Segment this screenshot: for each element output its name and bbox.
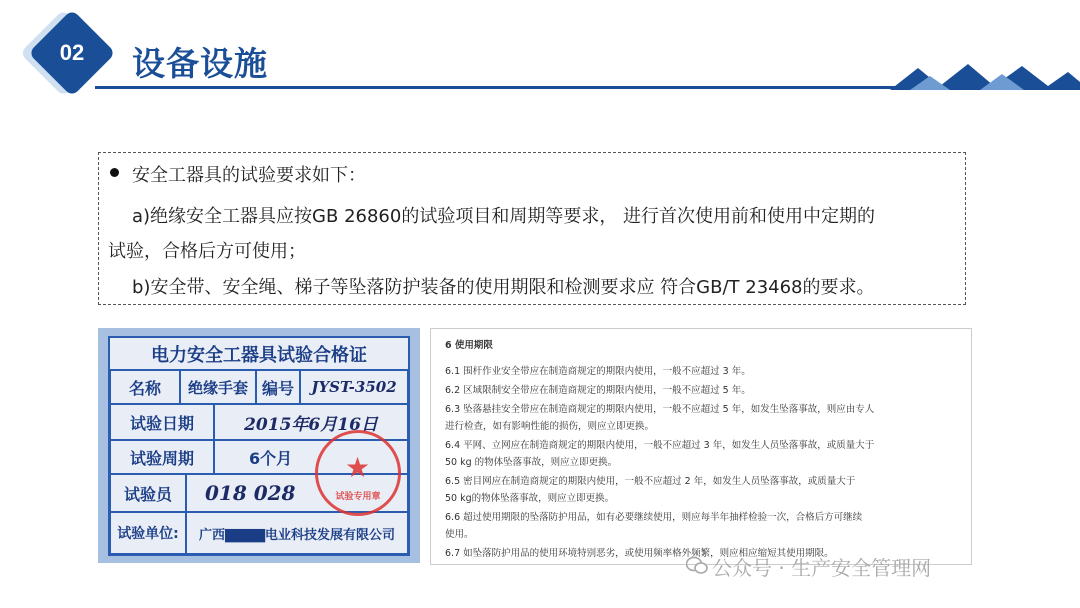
stamp-text: 试验专用章: [335, 492, 381, 502]
standard-excerpt: [430, 328, 972, 565]
unit-label: 试验单位:: [110, 512, 186, 554]
standard-section-heading: 6 使用期限: [445, 340, 493, 351]
standard-line: 6.5 密目网应在制造商规定的期限内使用，一般不应超过 2 年，如发生人员坠落事故，或质量大于: [445, 476, 856, 487]
page-title: 设备设施: [132, 44, 268, 83]
standard-line: 50 kg的物体坠落事故，则应立即更换。: [445, 493, 615, 504]
watermark-text: 公众号 · 生产安全管理网: [712, 556, 932, 580]
standard-line: 6.7 如坠落防护用品的使用环境特别恶劣，或使用频率格外频繁，则应相应缩短其使用期限。: [445, 548, 834, 559]
certificate-card: [108, 336, 410, 556]
standard-line: 6.6 超过使用期限的坠落防护用品，如有必要继续使用，则应每半年抽样检验一次，合格后方可继续: [445, 512, 863, 523]
period-label: 试验周期: [110, 440, 214, 474]
wechat-icon: [686, 556, 708, 576]
section-number: 02: [59, 40, 85, 65]
standard-line: 6.3 坠落悬挂安全带应在制造商规定的期限内使用，一般不应超过 5 年，如发生坠落事故，则应由专人: [445, 404, 875, 415]
requirement-a-line2: 试验，合格后方可使用；: [108, 241, 306, 262]
name-value: 绝缘手套: [180, 370, 256, 404]
requirements-heading: 安全工器具的试验要求如下：: [132, 165, 366, 186]
standard-line: 6.4 平网、立网应在制造商规定的期限内使用，一般不应超过 3 年，如发生人员坠落事故，或质量大于: [445, 440, 875, 451]
tester-value: 018 028: [186, 474, 408, 512]
standard-line: 6.2 区域限制安全带应在制造商规定的期限内使用，一般不应超过 5 年。: [445, 385, 751, 396]
bullet-icon: [110, 168, 119, 177]
standard-line: 6.1 围杆作业安全带应在制造商规定的期限内使用，一般不应超过 3 年。: [445, 366, 751, 377]
name-label: 名称: [110, 370, 180, 404]
date-value: 2015年6月16日: [214, 404, 408, 440]
wave-decoration-icon: [890, 60, 1080, 90]
certificate-title: 电力安全工器具试验合格证: [110, 338, 408, 370]
requirement-b: b)安全带、安全绳、梯子等坠落防护装备的使用期限和检测要求应 符合GB/T 23468的要求。: [132, 277, 875, 298]
unit-value: 广西▇▇▇▇电业科技发展有限公司: [186, 512, 408, 554]
date-label: 试验日期: [110, 404, 214, 440]
standard-line: 进行检查，如有影响性能的损伤，则应立即更换。: [445, 421, 655, 432]
requirement-a-line1: a)绝缘安全工器具应按GB 26860的试验项目和周期等要求， 进行首次使用前和使用中定期的: [132, 206, 876, 227]
official-stamp: [315, 430, 401, 516]
test-certificate-photo: [98, 328, 420, 563]
standard-line: 50 kg 的物体坠落事故，则应立即更换。: [445, 457, 618, 468]
tester-label: 试验员: [110, 474, 186, 512]
period-value: 6个月: [214, 440, 408, 474]
code-label: 编号: [256, 370, 300, 404]
star-icon: ★: [345, 451, 371, 484]
code-value: JYST-3502: [300, 370, 408, 404]
standard-line: 使用。: [445, 529, 474, 540]
